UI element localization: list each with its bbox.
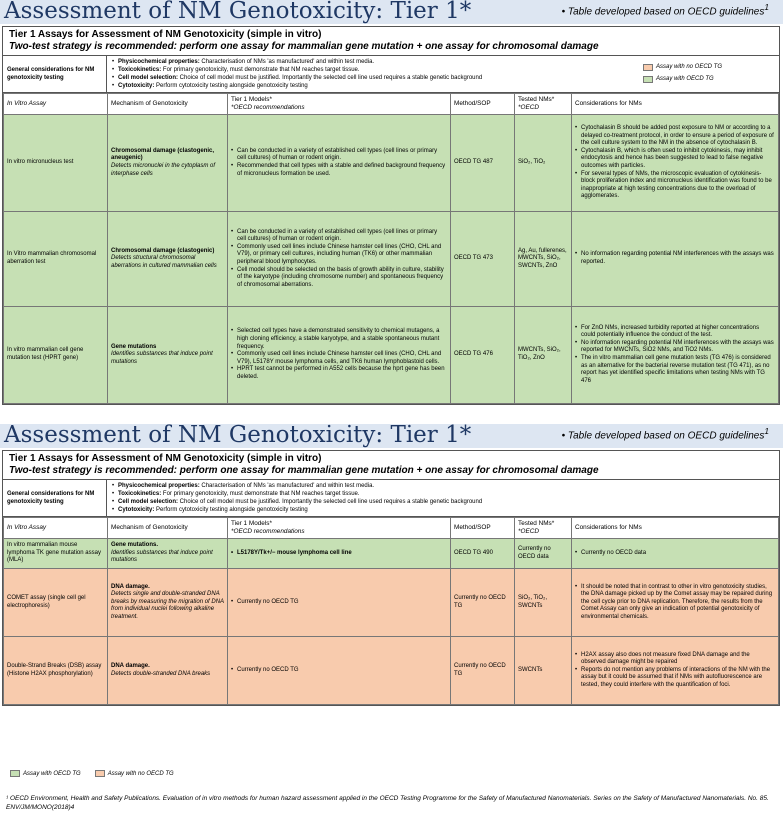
box-title: Tier 1 Assays for Assessment of NM Genotoxicity (simple in vitro) <box>9 29 322 40</box>
assay-cell: In vitro mammalian cell gene mutation test (HPRT gene) <box>4 307 108 404</box>
col-header: Tier 1 Models* *OECD recommendations <box>228 94 451 115</box>
col-header: Method/SOP <box>451 518 515 539</box>
general-item: • Cell model selection: Choice of cell model must be justified. Importantly the selected cell line used requires a stable genetic background <box>112 74 634 82</box>
general-item: • Cytotoxicity: Perform cytotoxicity testing alongside genotoxicity testing <box>112 506 774 514</box>
considerations-cell: • For ZnO NMs, increased turbidity reported at higher concentrations could potentially influence the conduct of the test. • No information regarding potential NM interferences with the assays was reported for MWCNTs, SiO2 NMs, and TiO2 NMs. • The in vitro mammalian cell gene mutation tests (TG 476) is considered as an alternative for the bacterial reverse mutation test (TG 471), as no report has yet identified specific limitations when testing NMs with TG 476 <box>572 307 779 404</box>
assay-cell: In vitro micronucleus test <box>4 115 108 212</box>
nms-cell: Ag, Au, fullerenes, MWCNTs, SiO₂, SWCNTs, ZnO <box>515 212 572 307</box>
general-label: General considerations for NM genotoxicity testing <box>3 56 107 92</box>
mechanism-cell: Gene mutations Identifies substances that induce point mutations <box>108 307 228 404</box>
general-considerations <box>3 56 779 93</box>
legend <box>639 56 779 92</box>
assay-table <box>3 93 779 404</box>
slide-title: Assessment of NM Genotoxicity: Tier 1* <box>4 0 472 24</box>
orange-swatch-icon <box>643 64 653 71</box>
table-row <box>4 212 779 307</box>
method-cell: Currently no OECD TG <box>451 569 515 637</box>
method-cell: OECD TG 476 <box>451 307 515 404</box>
assay-table-box <box>2 26 780 405</box>
general-list <box>107 56 639 92</box>
box-header <box>3 27 779 56</box>
slide-1 <box>0 0 783 384</box>
general-item: • Cell model selection: Choice of cell model must be justified. Importantly the selected cell line used requires a stable genetic background <box>112 498 774 506</box>
assay-cell: COMET assay (single cell gel electrophoresis) <box>4 569 108 637</box>
legend-green: Assay with OECD TG <box>10 770 81 777</box>
mechanism-cell: Chromosomal damage (clastogenic) Detects structural chromosomal aberrations in cultured mammalian cells <box>108 212 228 307</box>
legend-orange: Assay with no OECD TG <box>643 63 775 71</box>
assay-cell: In vitro mammalian mouse lymphoma TK gene mutation assay (MLA) <box>4 539 108 569</box>
models-cell: • L5178Y/Tk+/− mouse lymphoma cell line <box>228 539 451 569</box>
col-header: Method/SOP <box>451 94 515 115</box>
table-row <box>4 115 779 212</box>
col-header: Tested NMs* *OECD <box>515 518 572 539</box>
col-header: In Vitro Assay <box>4 94 108 115</box>
table-header-row <box>4 518 779 539</box>
slide-header <box>0 0 783 24</box>
models-cell: • Can be conducted in a variety of established cell types (cell lines or primary cell cultures) of human or rodent origin. • Commonly used cell lines include Chinese hamster cell lines (CHO, CHL and V79), or primary cell cultures, including human (TK6) or other mammalian peripheral blood lymphocytes. • Cell model should be selected on the basis of growth ability in culture, stability of the karyotype (including chromosome number) and spontaneous frequency of chromosomal aberrations. <box>228 212 451 307</box>
models-cell: • Can be conducted in a variety of established cell types (cell lines or primary cell cultures) of human or rodent origin. • Recommended that cell types with a stable and defined background frequency of micronucleus formation be used. <box>228 115 451 212</box>
general-label: General considerations for NM genotoxicity testing <box>3 480 107 516</box>
models-cell: • Currently no OECD TG <box>228 569 451 637</box>
considerations-cell: • Currently no OECD data <box>572 539 779 569</box>
col-header: Tested NMs* *OECD <box>515 94 572 115</box>
legend-orange: Assay with no OECD TG <box>95 770 174 777</box>
considerations-cell: • Cytochalasin B should be added post exposure to NM or according to a delayed co-treatment protocol, in order to ensure a period of exposure of the cell culture system to the NM in the absence of cytochalasin B. • Cytochalasin B, which is often used to inhibit cytokinesis, may inhibit endocytosis and hence has been suggested to lead to false negative outcomes with particles. • For several types of NMs, the microscopic evaluation of cytokinesis-block proliferation index and micronucleus identification was found to be inappropriate at high testing concentrations due to the overload of agglomerates. <box>572 115 779 212</box>
box-title: Tier 1 Assays for Assessment of NM Genotoxicity (simple in vitro) <box>9 453 322 464</box>
slide-note: • Table developed based on OECD guidelines$^1$ <box>561 2 769 18</box>
green-swatch-icon <box>10 770 20 777</box>
box-subtitle: Two-test strategy is recommended: perform one assay for mammalian gene mutation + one assay for chromosomal damage <box>9 41 599 52</box>
considerations-cell: • H2AX assay also does not measure fixed DNA damage and the observed damage might be repaired • Reports do not mention any problems of interactions of the NM with the assay but it could be assumed that if NMs with autofluorescence are tested, they could interfere with the quantification of foci. <box>572 637 779 705</box>
mechanism-cell: DNA damage. Detects double-stranded DNA breaks <box>108 637 228 705</box>
assay-table <box>3 517 779 705</box>
considerations-cell: • It should be noted that in contrast to other in vitro genotoxicity studies, the DNA damage picked up by the Comet assay may be repaired during the cell cycle prior to DNA replication. Therefore, the results from the Comet Assay can only give an indication of potential genotoxicity of environmental chemicals. <box>572 569 779 637</box>
col-header: Tier 1 Models* *OECD recommendations <box>228 518 451 539</box>
method-cell: OECD TG 487 <box>451 115 515 212</box>
nms-cell: SWCNTs <box>515 637 572 705</box>
general-list <box>107 480 779 516</box>
assay-cell: Double-Strand Breaks (DSB) assay (Histone H2AX phosphorylation) <box>4 637 108 705</box>
table-row <box>4 307 779 404</box>
method-cell: OECD TG 490 <box>451 539 515 569</box>
considerations-cell: • No information regarding potential NM interferences with the assays was reported. <box>572 212 779 307</box>
method-cell: OECD TG 473 <box>451 212 515 307</box>
slide-note: • Table developed based on OECD guidelines$^1$ <box>561 426 769 442</box>
models-cell: • Selected cell types have a demonstrated sensitivity to chemical mutagens, a high cloning efficiency, a stable karyotype, and a stable spontaneous mutant frequency. • Commonly used cell lines include Chinese hamster cell lines (CHO, CHL and V79), L5178Y mouse lymphoma cells, and TK6 human lymphoblastoid cells. • HPRT test cannot be performed in A552 cells because the hprt gene has been deleted. <box>228 307 451 404</box>
col-header: Considerations for NMs <box>572 94 779 115</box>
assay-cell: In Vitro mammalian chromosomal aberration test <box>4 212 108 307</box>
table-row <box>4 539 779 569</box>
col-header: Mechanism of Genotoxicity <box>108 94 228 115</box>
col-header: Mechanism of Genotoxicity <box>108 518 228 539</box>
col-header: Considerations for NMs <box>572 518 779 539</box>
slide-2 <box>0 422 783 688</box>
mechanism-cell: Chromosomal damage (clastogenic, aneugenic) Detects micronuclei in the cytoplasm of interphase cells <box>108 115 228 212</box>
nms-cell: Currently no OECD data <box>515 539 572 569</box>
table-header-row <box>4 94 779 115</box>
models-cell: • Currently no OECD TG <box>228 637 451 705</box>
footnote: ¹ OECD Environment, Health and Safety Publications. Evaluation of in vitro methods for human hazard assessment applied in the OECD Testing Programme for the Safety of Manufactured Nanomaterials. Series on the Safety of Manufactured Nanomaterials. No. 85. ENV/JM/MONO(2018)4 <box>6 795 769 811</box>
general-item: • Toxicokinetics: For primary genotoxicity, must demonstrate that NM reaches target tissue. <box>112 66 634 74</box>
general-considerations <box>3 480 779 517</box>
green-swatch-icon <box>643 76 653 83</box>
general-item: • Cytotoxicity: Perform cytotoxicity testing alongside genotoxicity testing <box>112 82 634 90</box>
box-header <box>3 451 779 480</box>
general-item: • Physicochemical properties: Characterisation of NMs 'as manufactured' and within test media. <box>112 58 634 66</box>
nms-cell: MWCNTs, SiO₂, TiO₂, ZnO <box>515 307 572 404</box>
col-header: In Vitro Assay <box>4 518 108 539</box>
method-cell: Currently no OECD TG <box>451 637 515 705</box>
bottom-legend <box>10 770 174 777</box>
general-item: • Toxicokinetics: For primary genotoxicity, must demonstrate that NM reaches target tissue. <box>112 490 774 498</box>
table-row <box>4 569 779 637</box>
table-row <box>4 637 779 705</box>
slide-title: Assessment of NM Genotoxicity: Tier 1* <box>4 422 472 448</box>
mechanism-cell: DNA damage. Detects single and double-stranded DNA breaks by measuring the migration of DNA from individual nuclei following alkaline treatment. <box>108 569 228 637</box>
nms-cell: SiO₂, TiO₂ <box>515 115 572 212</box>
orange-swatch-icon <box>95 770 105 777</box>
box-subtitle: Two-test strategy is recommended: perform one assay for mammalian gene mutation + one assay for chromosomal damage <box>9 465 599 476</box>
nms-cell: SiO₂, TiO₂, SWCNTs <box>515 569 572 637</box>
assay-table-box <box>2 450 780 706</box>
legend-green: Assay with OECD TG <box>643 75 775 83</box>
slide-header <box>0 424 783 448</box>
general-item: • Physicochemical properties: Characterisation of NMs 'as manufactured' and within test media. <box>112 482 774 490</box>
mechanism-cell: Gene mutations. Identifies substances that induce point mutations <box>108 539 228 569</box>
